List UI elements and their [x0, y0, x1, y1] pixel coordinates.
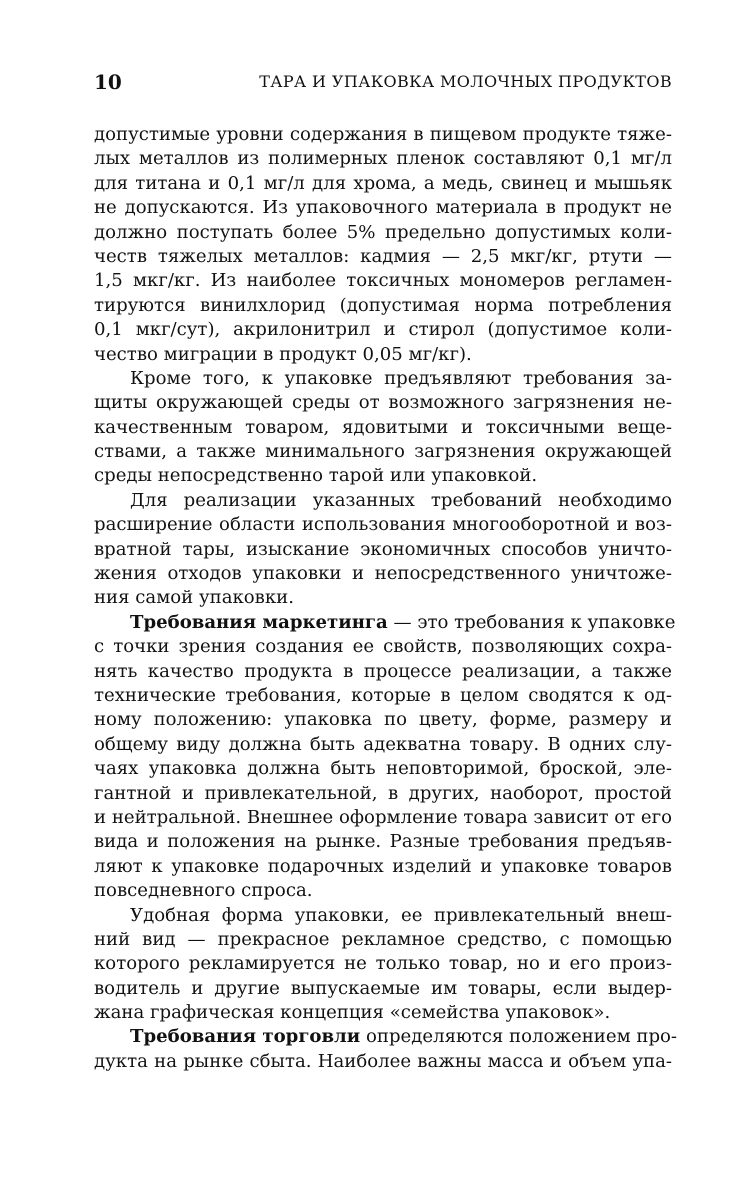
line-text: ляют к упаковке подарочных изделий и упаковке товаров [94, 855, 672, 877]
line-text: Для реализации указанных требований необходимо [130, 489, 672, 511]
line-text: чаях упаковка должна быть неповторимой, броской, эле- [94, 758, 672, 780]
line-text: — это требования к упаковке [387, 611, 676, 633]
line-text: и нейтральной. Внешнее оформление товара зависит от его [94, 806, 672, 828]
text-line [94, 172, 672, 196]
text-line [94, 1001, 672, 1025]
line-text: среды непосредственно тарой или упаковкой. [94, 465, 538, 487]
line-text: с точки зрения создания ее свойств, позволяющих сохра- [94, 636, 672, 658]
text-line [94, 196, 672, 220]
text-line [94, 928, 672, 952]
line-text: чество миграции в продукт 0,05 мг/кг). [94, 343, 472, 365]
text-line [94, 977, 672, 1001]
text-line [94, 660, 672, 684]
line-text: общему виду должна быть адекватна товару. В одних слу- [94, 733, 672, 755]
text-line [94, 952, 672, 976]
text-line [94, 489, 672, 513]
text-line [94, 147, 672, 171]
line-text: 0,1 мкг/сут), акрилонитрил и стирол (допустимое коли- [94, 319, 672, 341]
line-text: жения отходов упаковки и непосредственного уничтоже- [94, 563, 672, 585]
line-text: ствами, а также минимального загрязнения окружающей [94, 441, 672, 463]
text-line [94, 221, 672, 245]
text-line [94, 782, 672, 806]
running-header [94, 70, 672, 100]
line-text: ному положению: упаковка по цвету, форме, размеру и [94, 709, 672, 731]
line-text: не допускаются. Из упаковочного материала в продукт не [94, 197, 672, 219]
line-text: тируются винилхлорид (допустимая норма потребления [94, 294, 672, 316]
line-text: качественным товаром, ядовитыми и токсичными веще- [94, 416, 672, 438]
line-text: расширение области использования многооборотной и воз- [94, 514, 672, 536]
page-body [94, 123, 678, 1074]
text-line [94, 538, 672, 562]
text-line [94, 757, 672, 781]
text-line [94, 879, 672, 903]
text-line [94, 245, 672, 269]
text-line [94, 269, 672, 293]
line-text: для титана и 0,1 мг/л для хрома, а медь, свинец и мышьяк [94, 172, 672, 194]
line-text: Кроме того, к упаковке предъявляют требования за- [130, 367, 672, 389]
line-text: вида и положения на рынке. Разные требования предъяв- [94, 831, 672, 853]
text-line [94, 708, 672, 732]
line-text: допустимые уровни содержания в пищевом продукте тяже- [94, 124, 672, 145]
line-text: 1,5 мкг/кг. Из наиболее токсичных мономеров регламен- [94, 270, 672, 292]
text-line [94, 586, 672, 610]
line-text: технические требования, которые в целом сводятся к од- [94, 684, 672, 706]
text-line [94, 464, 672, 488]
text-line [94, 1050, 672, 1074]
line-text: водитель и другие выпускаемые им товары, если выдер- [94, 977, 672, 999]
page-number: 10 [94, 70, 122, 94]
text-line [94, 416, 672, 440]
text-line [94, 294, 672, 318]
line-text: которого рекламируется не только товар, но и его произ- [94, 953, 672, 975]
line-text: честв тяжелых металлов: кадмия — 2,5 мкг/кг, ртути — [94, 245, 672, 267]
line-text: гантной и привлекательной, в других, наоборот, простой [94, 782, 672, 804]
text-line [94, 343, 672, 367]
text-line [94, 635, 672, 659]
text-line [94, 123, 672, 147]
text-line [94, 684, 672, 708]
line-text: нять качество продукта в процессе реализации, а также [94, 660, 672, 682]
bold-term: Требования маркетинга [130, 611, 388, 633]
text-line [94, 830, 672, 854]
text-line [94, 513, 672, 537]
line-text: щиты окружающей среды от возможного загрязнения не- [94, 392, 672, 414]
text-line [94, 611, 676, 635]
line-text: должно поступать более 5% предельно допустимых коли- [94, 221, 672, 243]
line-text: определяются положением про- [360, 1026, 678, 1048]
text-line [94, 1025, 678, 1049]
text-line [94, 391, 672, 415]
text-line [94, 806, 672, 830]
text-line [94, 562, 672, 586]
line-text: жана графическая концепция «семейства упаковок». [94, 1002, 611, 1024]
running-title: ТАРА И УПАКОВКА МОЛОЧНЫХ ПРОДУКТОВ [259, 72, 672, 91]
bold-term: Требования торговли [130, 1026, 361, 1048]
text-line [94, 440, 672, 464]
text-line [94, 855, 672, 879]
line-text: ния самой упаковки. [94, 587, 294, 609]
line-text: ний вид — прекрасное рекламное средство, с помощью [94, 928, 672, 950]
line-text: дукта на рынке сбыта. Наиболее важны масса и объем упа- [94, 1050, 672, 1072]
text-line [94, 904, 672, 928]
text-line [94, 367, 672, 391]
text-line [94, 318, 672, 342]
text-line [94, 733, 672, 757]
line-text: вратной тары, изыскание экономичных способов уничто- [94, 538, 672, 560]
line-text: лых металлов из полимерных пленок составляют 0,1 мг/л [94, 148, 672, 170]
line-text: Удобная форма упаковки, ее привлекательный внеш- [130, 904, 672, 926]
line-text: повседневного спроса. [94, 880, 313, 902]
